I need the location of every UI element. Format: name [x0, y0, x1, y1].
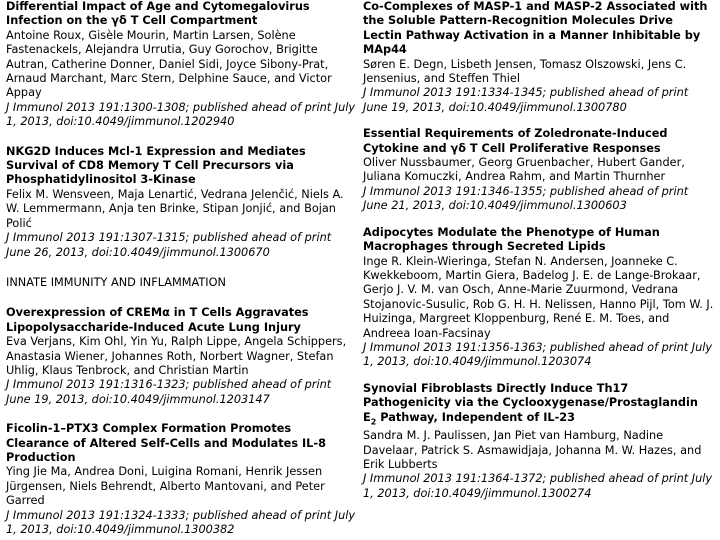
article-citation: J Immunol 2013 191:1300-1308; published ahead of print July 1, 2013, doi:10.4049/jimmunol.1202940: [6, 100, 356, 129]
article-title[interactable]: [363, 382, 715, 429]
article-citation: J Immunol 2013 191:1316-1323; published ahead of print June 19, 2013, doi:10.4049/jimmunol.1203147: [6, 378, 332, 406]
article-authors: Ying Jie Ma, Andrea Doni, Luigina Romani, Henrik Jessen Jürgensen, Niels Behrendt, Alberto Mantovani, and Peter Garred: [6, 465, 325, 508]
article-citation: J Immunol 2013 191:1324-1333; published ahead of print July 1, 2013, doi:10.4049/jimmunol.1300382: [6, 508, 356, 536]
spacer: [6, 130, 356, 145]
spacer: [6, 260, 356, 276]
article-authors: Eva Verjans, Kim Ohl, Yin Yu, Ralph Lippe, Angela Schippers, Anastasia Wiener, Johannes Roth, Norbert Wagner, Stefan Uhlig, Klaus Tenbrock, and Christian Martin: [6, 335, 347, 377]
article-authors: Søren E. Degn, Lisbeth Jensen, Tomasz Olszowski, Jens C. Jensenius, and Steffen Thiel: [363, 57, 687, 86]
article-entry: [6, 422, 356, 537]
article-title[interactable]: Essential Requirements of Zoledronate-Induced Cytokine and γδ T Cell Proliferative Responses: [363, 127, 668, 155]
spacer: [363, 214, 715, 226]
article-authors: Felix M. Wensveen, Maja Lenartić, Vedrana Jelenčić, Niels A. W. Lemmermann, Anja ten Brinke, Stipan Jonjić, and Bojan Polić: [6, 187, 344, 230]
article-authors: Sandra M. J. Paulissen, Jan Piet van Hamburg, Nadine Davelaar, Patrick S. Asmawidjaja, Johanna M. W. Hazes, and Erik Lubberts: [363, 429, 702, 472]
spacer: [363, 370, 715, 382]
article-title-part: Pathway, Independent of IL-23: [376, 410, 576, 424]
article-title[interactable]: Differential Impact of Age and Cytomegalovirus Infection on the γδ T Cell Compartment: [6, 0, 310, 28]
article-entry: [363, 226, 715, 370]
article-title-subscript: 2: [370, 416, 377, 426]
article-title[interactable]: Ficolin-1–PTX3 Complex Formation Promotes Clearance of Altered Self-Cells and Modulates IL-8 Production: [6, 422, 326, 464]
article-title[interactable]: Overexpression of CREMα in T Cells Aggravates Lipopolysaccharide-Induced Acute Lung Injury: [6, 306, 309, 334]
section-heading: INNATE IMMUNITY AND INFLAMMATION: [6, 275, 226, 289]
spacer: [363, 115, 715, 127]
left-column: [6, 0, 356, 537]
article-title[interactable]: NKG2D Induces Mcl-1 Expression and Mediates Survival of CD8 Memory T Cell Precursors via Phosphatidylinositol 3-Kinase: [6, 144, 306, 187]
article-title[interactable]: Adipocytes Modulate the Phenotype of Human Macrophages through Secreted Lipids: [363, 225, 660, 254]
article-authors: Antoine Roux, Gisèle Mourin, Martin Larsen, Solène Fastenackels, Alejandra Urrutia, Guy Gorochov, Brigitte Autran, Catherine Donner, Daniel Sidi, Joyce Sibony-Prat, Arnaud Marchant, Marc Stern, Delphine Sauce, and Victor Appay: [6, 28, 332, 100]
spacer: [6, 290, 356, 306]
article-entry: [6, 306, 356, 407]
article-citation: J Immunol 2013 191:1307-1315; published ahead of print June 26, 2013, doi:10.4049/jimmunol.1300670: [6, 231, 332, 259]
article-title[interactable]: Co-Complexes of MASP-1 and MASP-2 Associated with the Soluble Pattern-Recognition Molecules Drive Lectin Pathway Activation in a Manner Inhibitable by MAp44: [363, 0, 708, 57]
article-entry: [363, 127, 715, 213]
article-citation: J Immunol 2013 191:1334-1345; published ahead of print June 19, 2013, doi:10.4049/jimmunol.1300780: [363, 86, 689, 114]
article-citation: J Immunol 2013 191:1356-1363; published ahead of print July 1, 2013, doi:10.4049/jimmunol.1203074: [363, 340, 713, 369]
article-entry: [6, 0, 356, 130]
article-entry: [6, 145, 356, 260]
article-title-part: Synovial Fibroblasts Directly Induce Th17 Pathogenicity via the Cyclooxygenase/Prostaglandin E: [363, 381, 698, 424]
spacer: [6, 407, 356, 422]
article-authors: Oliver Nussbaumer, Georg Gruenbacher, Hubert Gander, Juliana Komuczki, Andrea Rahm, and Martin Thurnher: [363, 156, 685, 184]
article-citation: J Immunol 2013 191:1346-1355; published ahead of print June 21, 2013, doi:10.4049/jimmunol.1300603: [363, 184, 689, 213]
article-entry: [363, 382, 715, 502]
article-authors: Inge R. Klein-Wieringa, Stefan N. Andersen, Joanneke C. Kwekkeboom, Martin Giera, Badelog J. E. de Lange-Brokaar, Gerjo J. V. M. van Osch, Anne-Marie Zuurmond, Vedrana Stojanovic-Susulic, Rob G. H. H. Nelissen, Hanno Pijl, Tom W. J. Huizinga, Margreet Kloppenburg, René E. M. Toes, and Andreea Ioan-Facsinay: [363, 254, 714, 340]
article-citation: J Immunol 2013 191:1364-1372; published ahead of print July 1, 2013, doi:10.4049/jimmunol.1300274: [363, 472, 713, 500]
article-entry: [363, 0, 715, 115]
right-column: [363, 0, 715, 501]
